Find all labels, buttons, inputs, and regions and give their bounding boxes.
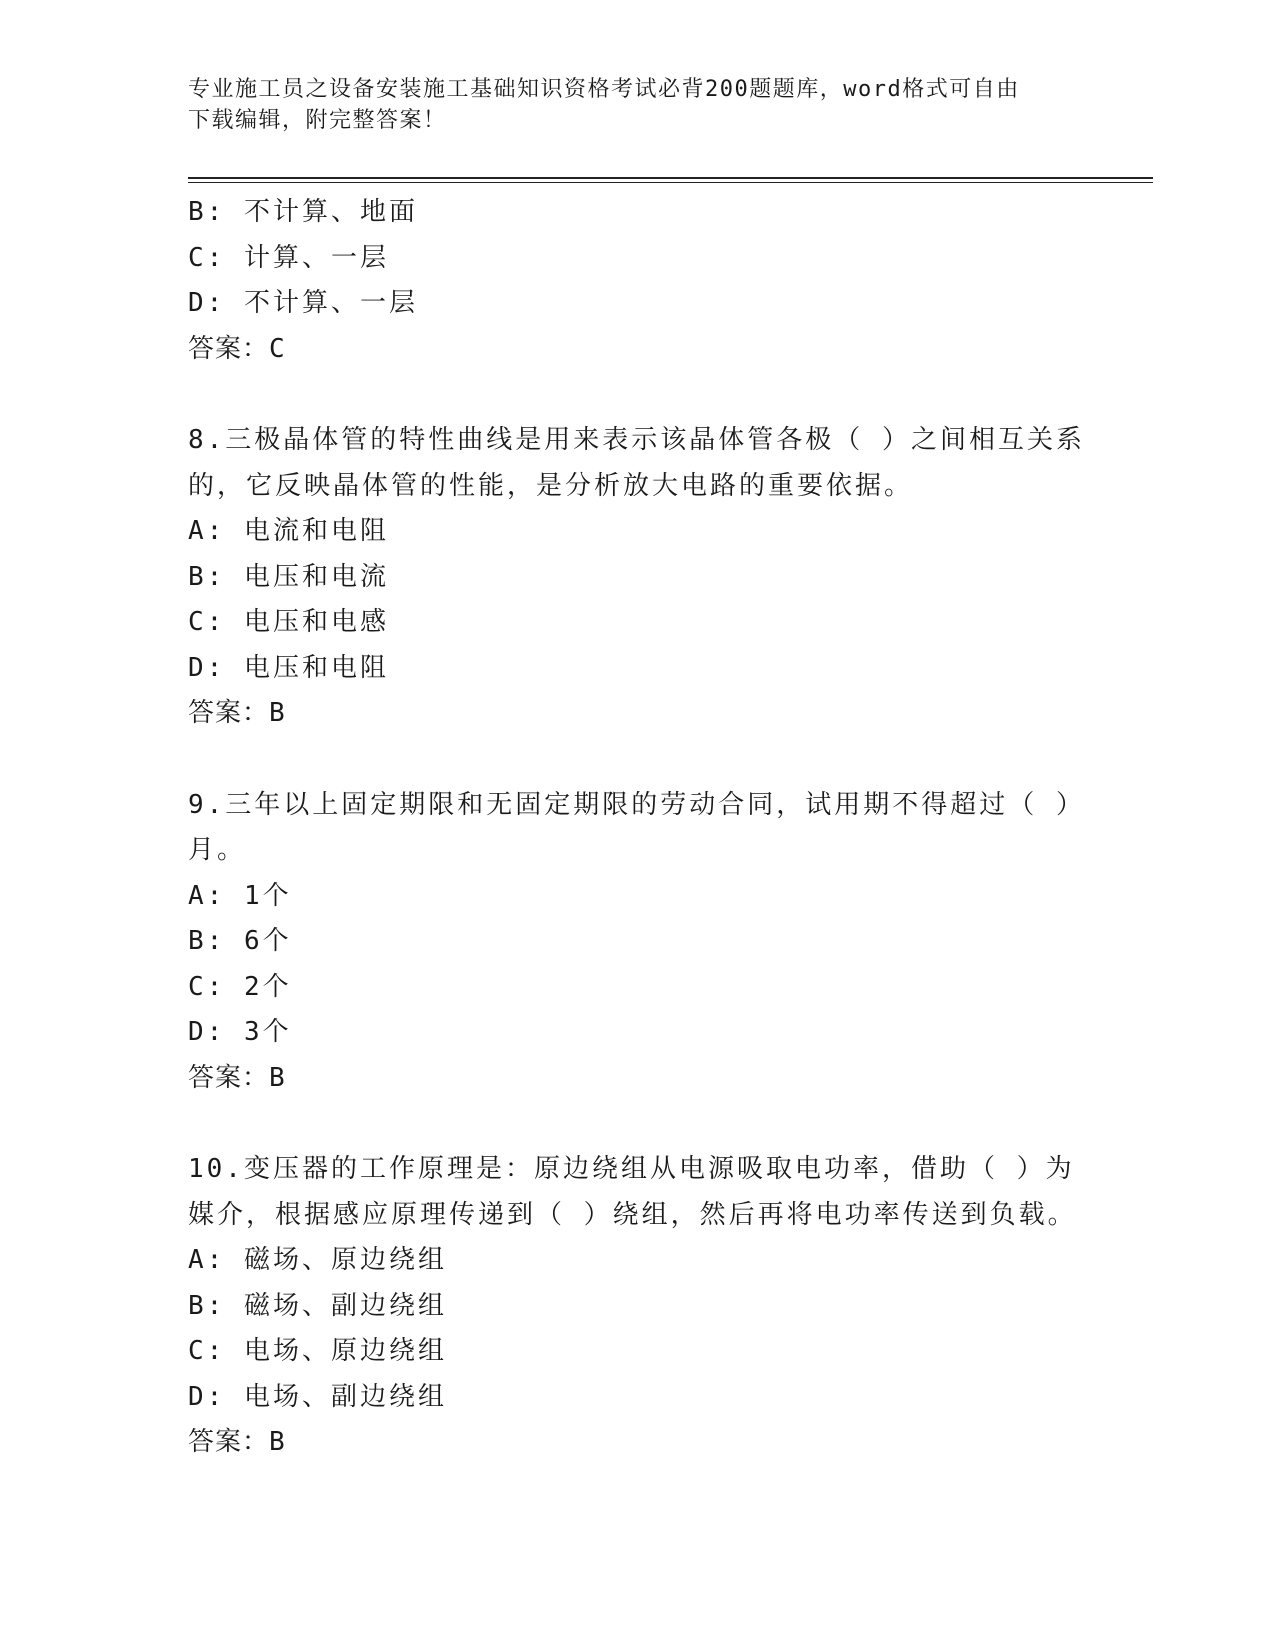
option-c: C: 2个 [188, 971, 292, 1002]
option-d: D: 电场、副边绕组 [188, 1381, 447, 1412]
question-8 [188, 418, 1088, 737]
question-10 [188, 1147, 1088, 1466]
option-b: B: 磁场、副边绕组 [188, 1290, 447, 1321]
question-stem: 9.三年以上固定期限和无固定期限的劳动合同，试用期不得超过（ ） [188, 789, 1085, 820]
question-9 [188, 783, 1088, 1102]
header-rule-thick [188, 177, 1153, 179]
option-a: A: 1个 [188, 880, 292, 911]
option-a: A: 磁场、原边绕组 [188, 1245, 447, 1275]
header-line-1: 专业施工员之设备安装施工基础知识资格考试必背200题题库，word格式可自由 [188, 77, 1020, 102]
question-list [188, 190, 1088, 1466]
header-rule-thin [188, 182, 1153, 183]
option-c: C: 计算、一层 [188, 242, 389, 273]
option-b: B: 电压和电流 [188, 561, 389, 592]
question-stem: 10.变压器的工作原理是：原边绕组从电源吸取电功率，借助（ ）为 [188, 1154, 1075, 1184]
answer: 答案：C [188, 333, 286, 364]
question-7 [188, 190, 1088, 372]
option-b: B: 不计算、地面 [188, 197, 418, 227]
question-stem: 媒介，根据感应原理传递到（ ）绕组，然后再将电功率传送到负载。 [188, 1199, 1077, 1230]
option-d: D: 电压和电阻 [188, 652, 389, 683]
option-d: D: 3个 [188, 1017, 292, 1047]
question-stem: 8.三极晶体管的特性曲线是用来表示该晶体管各极（ ）之间相互关系 [188, 425, 1085, 455]
question-stem: 的，它反映晶体管的性能，是分析放大电路的重要依据。 [188, 470, 914, 501]
option-c: C: 电场、原边绕组 [188, 1336, 447, 1366]
option-c: C: 电压和电感 [188, 607, 389, 637]
option-d: D: 不计算、一层 [188, 288, 418, 318]
option-a: A: 电流和电阻 [188, 516, 389, 546]
header-line-2: 下载编辑，附完整答案！ [188, 108, 447, 133]
answer: 答案：B [188, 1062, 286, 1093]
answer: 答案：B [188, 698, 286, 728]
option-b: B: 6个 [188, 926, 292, 956]
page-header [188, 74, 1088, 136]
answer: 答案：B [188, 1427, 286, 1457]
question-stem: 月。 [188, 835, 247, 865]
